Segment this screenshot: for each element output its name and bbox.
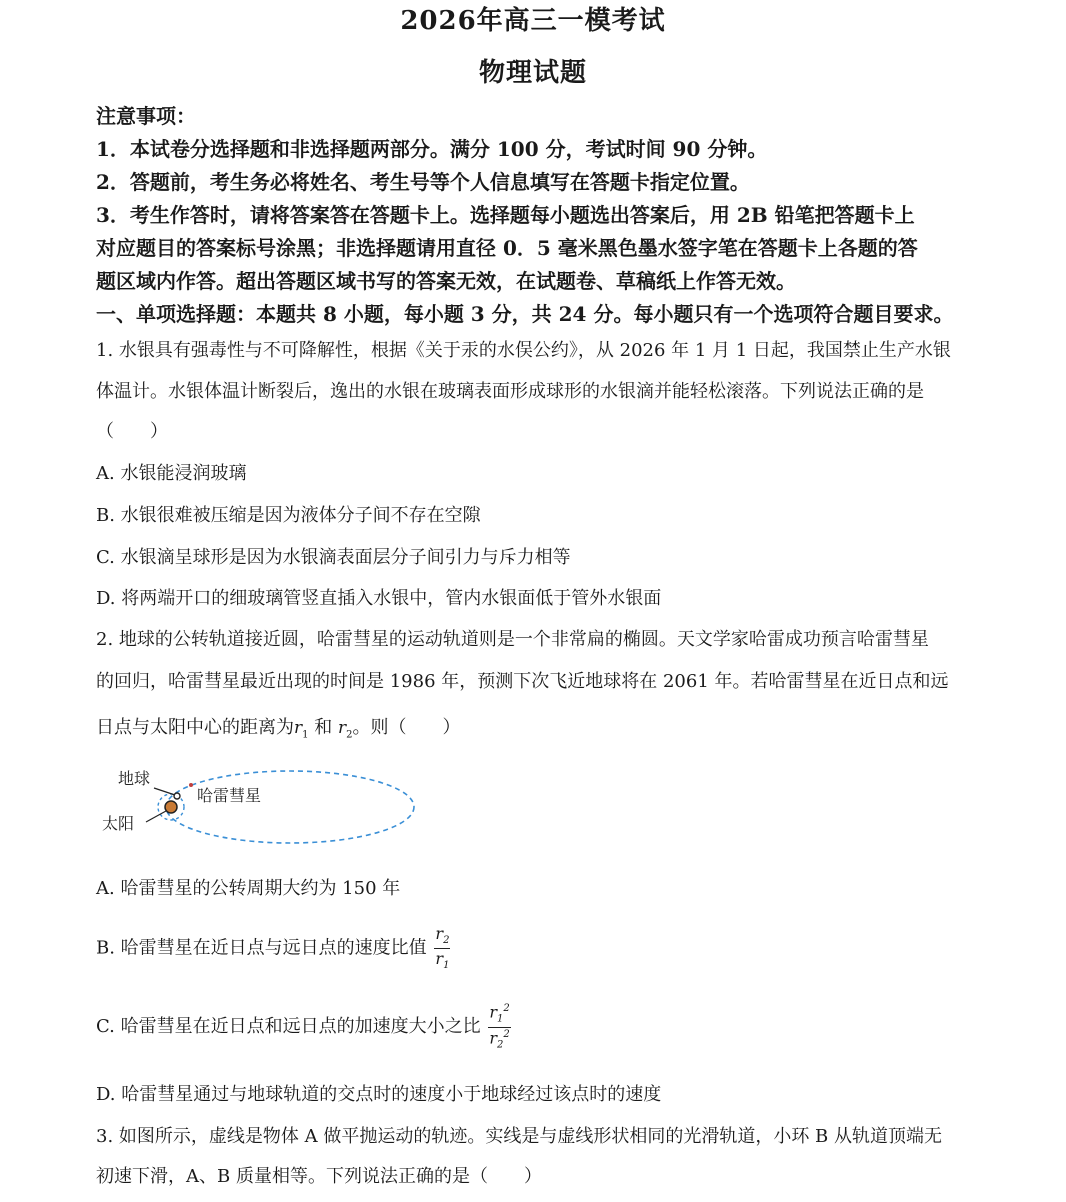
comet-orbit-ellipse [166, 771, 414, 843]
notes-heading: 注意事项： [96, 104, 196, 128]
q2-stem-line-3-pre: 日点与太阳中心的距离为 [96, 717, 294, 738]
exam-title: 2026年高三一模考试 [400, 6, 666, 36]
r1-symbol: $r_1$ [294, 718, 309, 741]
q1-stem-line-1: 1. 水银具有强毒性与不可降解性，根据《关于汞的水俣公约》，从 2026 年 1 月 1 日起，我国禁止生产水银 [96, 340, 951, 361]
sun-marker [165, 801, 177, 813]
notes-line-3a: 3．考生作答时，请将答案答在答题卡上。选择题每小题选出答案后，用 2B 铅笔把答题卡上 [96, 203, 915, 227]
section-1-heading: 一、单项选择题：本题共 8 小题，每小题 3 分，共 24 分。每小题只有一个选项符合题目要求。 [96, 302, 954, 326]
r2-over-r1-fraction: $\frac{r_2}{r_1}$ [435, 924, 450, 972]
notes-line-2: 2．答题前，考生务必将姓名、考生号等个人信息填写在答题卡指定位置。 [96, 170, 750, 194]
q2-stem-line-3-mid: 和 [314, 717, 333, 738]
comet-orbit-diagram [96, 760, 426, 850]
r1sq-over-r2sq-fraction: $\frac{r_1^2}{r_2^2}$ [489, 1002, 510, 1051]
notes-line-3c: 题区域内作答。超出答题区域书写的答案无效，在试题卷、草稿纸上作答无效。 [96, 269, 796, 293]
comet-marker [189, 783, 193, 787]
earth-marker [174, 793, 180, 799]
q2-option-c-text: C. 哈雷彗星在近日点和远日点的加速度大小之比 [96, 1016, 481, 1038]
earth-pointer-line [154, 788, 175, 795]
q2-option-b [96, 926, 450, 971]
q2-option-c [96, 1004, 511, 1050]
q2-stem-line-2: 的回归，哈雷彗星最近出现的时间是 1986 年，预测下次飞近地球将在 2061 年。若哈雷彗星在近日点和远 [96, 671, 949, 692]
q2-option-b-text: B. 哈雷彗星在近日点与远日点的速度比值 [96, 937, 427, 959]
notes-line-1: 1．本试卷分选择题和非选择题两部分。满分 100 分，考试时间 90 分钟。 [96, 137, 768, 161]
q1-option-d: D. 将两端开口的细玻璃管竖直插入水银中，管内水银面低于管外水银面 [96, 588, 662, 609]
comet-label: 哈雷彗星 [197, 786, 262, 805]
q3-stem-line-1: 3. 如图所示，虚线是物体 A 做平抛运动的轨迹。实线是与虚线形状相同的光滑轨道，小环 B 从轨道顶端无 [96, 1126, 943, 1147]
q1-option-c: C. 水银滴呈球形是因为水银滴表面层分子间引力与斥力相等 [96, 547, 571, 568]
earth-label: 地球 [118, 769, 151, 788]
q1-stem-line-3: （ ） [96, 421, 168, 442]
r2-symbol: $r_2$ [337, 718, 353, 741]
q2-option-d: D. 哈雷彗星通过与地球轨道的交点时的速度小于地球经过该点时的速度 [96, 1084, 662, 1105]
exam-subtitle: 物理试题 [478, 58, 587, 88]
q1-stem-line-2: 体温计。水银体温计断裂后，逸出的水银在玻璃表面形成球形的水银滴并能轻松滚落。下列说法正确的是 [96, 381, 924, 402]
q2-stem-line-1: 2. 地球的公转轨道接近圆，哈雷彗星的运动轨道则是一个非常扁的椭圆。天文学家哈雷成功预言哈雷彗星 [96, 629, 929, 650]
sun-pointer-line [146, 811, 166, 822]
sun-label: 太阳 [102, 814, 135, 833]
q2-option-a: A. 哈雷彗星的公转周期大约为 150 年 [96, 878, 401, 899]
q1-option-a: A. 水银能浸润玻璃 [96, 463, 247, 484]
q2-stem-line-3 [96, 713, 461, 740]
q1-option-b: B. 水银很难被压缩是因为液体分子间不存在空隙 [96, 505, 481, 526]
notes-line-3b: 对应题目的答案标号涂黑；非选择题请用直径 0．5 毫米黑色墨水签字笔在答题卡上各题的答 [96, 236, 918, 260]
q2-stem-line-3-post: 。则（ ） [352, 717, 461, 738]
q3-stem-line-2: 初速下滑，A、B 质量相等。下列说法正确的是（ ） [96, 1166, 542, 1187]
